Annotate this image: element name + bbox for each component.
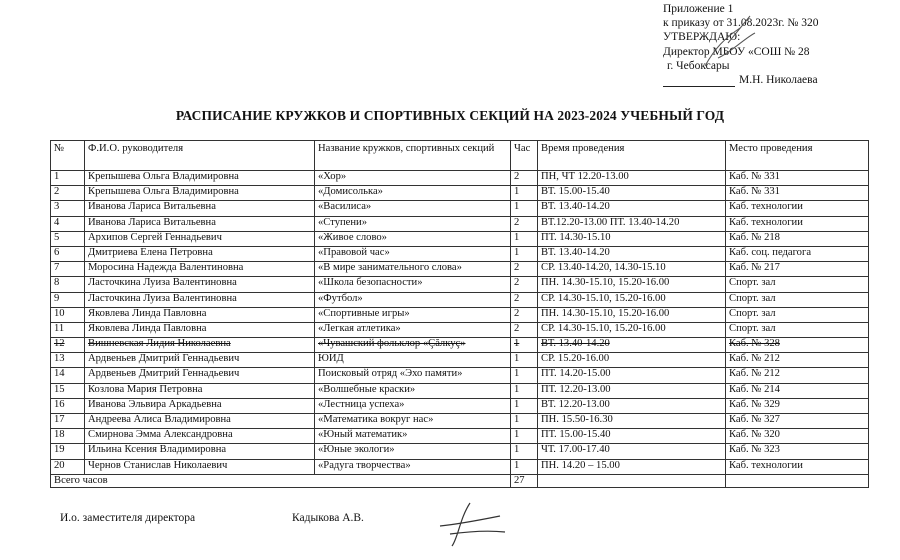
cell-num: 8 bbox=[51, 277, 85, 292]
table-header-row bbox=[51, 141, 869, 171]
cell-hours: 1 bbox=[511, 398, 538, 413]
approved-label: УТВЕРЖДАЮ: bbox=[663, 31, 741, 44]
cell-num: 9 bbox=[51, 292, 85, 307]
header-time: Время проведения bbox=[538, 141, 726, 171]
cell-num: 17 bbox=[51, 414, 85, 429]
cell-num: 1 bbox=[51, 171, 85, 186]
cell-time: ПТ. 12.20-13.00 bbox=[538, 383, 726, 398]
total-hours: 27 bbox=[511, 474, 538, 487]
cell-club: Поисковый отряд «Эхо памяти» bbox=[315, 368, 511, 383]
cell-num: 2 bbox=[51, 186, 85, 201]
table-row bbox=[51, 231, 869, 246]
empty-cell bbox=[726, 474, 869, 487]
cell-club: «Живое слово» bbox=[315, 231, 511, 246]
cell-club: «В мире занимательного слова» bbox=[315, 262, 511, 277]
cell-time: ПТ. 14.20-15.00 bbox=[538, 368, 726, 383]
cell-leader: Ильина Ксения Владимировна bbox=[85, 444, 315, 459]
cell-place: Спорт. зал bbox=[726, 307, 869, 322]
cell-num: 13 bbox=[51, 353, 85, 368]
cell-leader: Яковлева Линда Павловна bbox=[85, 307, 315, 322]
cell-num: 18 bbox=[51, 429, 85, 444]
cell-hours: 1 bbox=[511, 186, 538, 201]
cell-time: ВТ. 15.00-15.40 bbox=[538, 186, 726, 201]
cell-hours: 2 bbox=[511, 307, 538, 322]
cell-leader: Архипов Сергей Геннадьевич bbox=[85, 231, 315, 246]
cell-time: ПТ. 15.00-15.40 bbox=[538, 429, 726, 444]
cell-club: «Спортивные игры» bbox=[315, 307, 511, 322]
cell-hours: 1 bbox=[511, 414, 538, 429]
cell-time: ВТ. 13.40-14.20 bbox=[538, 246, 726, 261]
cell-leader: Крепышева Ольга Владимировна bbox=[85, 171, 315, 186]
cell-place: Каб. № 214 bbox=[726, 383, 869, 398]
cell-place: Каб. № 218 bbox=[726, 231, 869, 246]
director-title: Директор МБОУ «СОШ № 28 bbox=[663, 45, 810, 58]
cell-num: 3 bbox=[51, 201, 85, 216]
cell-leader: Дмитриева Елена Петровна bbox=[85, 246, 315, 261]
cell-club: «Хор» bbox=[315, 171, 511, 186]
schedule-table bbox=[50, 140, 869, 488]
cell-place: Каб. № 327 bbox=[726, 414, 869, 429]
cell-club: «Чувашский фольклор «Çăлкуç» bbox=[315, 338, 511, 353]
cell-hours: 2 bbox=[511, 216, 538, 231]
cell-time: ПН. 15.50-16.30 bbox=[538, 414, 726, 429]
cell-hours: 2 bbox=[511, 292, 538, 307]
cell-leader: Крепышева Ольга Владимировна bbox=[85, 186, 315, 201]
approval-block bbox=[663, 2, 893, 87]
table-row bbox=[51, 292, 869, 307]
cell-place: Каб. № 329 bbox=[726, 398, 869, 413]
cell-leader: Яковлева Линда Павловна bbox=[85, 322, 315, 337]
cell-time: ПН, ЧТ 12.20-13.00 bbox=[538, 171, 726, 186]
cell-hours: 1 bbox=[511, 338, 538, 353]
cell-hours: 1 bbox=[511, 231, 538, 246]
table-row bbox=[51, 201, 869, 216]
table-row bbox=[51, 246, 869, 261]
table-row bbox=[51, 383, 869, 398]
director-name: М.Н. Николаева bbox=[739, 74, 818, 87]
cell-hours: 1 bbox=[511, 459, 538, 474]
table-row bbox=[51, 353, 869, 368]
header-leader: Ф.И.О. руководителя bbox=[85, 141, 315, 171]
cell-leader: Моросина Надежда Валентиновна bbox=[85, 262, 315, 277]
appendix-label: Приложение 1 bbox=[663, 3, 734, 15]
cell-num: 11 bbox=[51, 322, 85, 337]
cell-leader: Андреева Алиса Владимировна bbox=[85, 414, 315, 429]
cell-leader: Козлова Мария Петровна bbox=[85, 383, 315, 398]
cell-club: «Юный математик» bbox=[315, 429, 511, 444]
cell-club: «Ступени» bbox=[315, 216, 511, 231]
cell-num: 15 bbox=[51, 383, 85, 398]
table-row bbox=[51, 262, 869, 277]
cell-time: ВТ. 12.20-13.00 bbox=[538, 398, 726, 413]
cell-time: СР. 15.20-16.00 bbox=[538, 353, 726, 368]
cell-num: 14 bbox=[51, 368, 85, 383]
cell-hours: 1 bbox=[511, 246, 538, 261]
cell-club: «Юные экологи» bbox=[315, 444, 511, 459]
cell-club: «Школа безопасности» bbox=[315, 277, 511, 292]
cell-leader: Ардвеньев Дмитрий Геннадьевич bbox=[85, 353, 315, 368]
header-hours: Час bbox=[511, 141, 538, 171]
cell-hours: 1 bbox=[511, 429, 538, 444]
table-row bbox=[51, 338, 869, 353]
table-row bbox=[51, 186, 869, 201]
page-title: РАСПИСАНИЕ КРУЖКОВ И СПОРТИВНЫХ СЕКЦИЙ НА 2023-2024 УЧЕБНЫЙ ГОД bbox=[175, 108, 725, 123]
cell-club: «Математика вокруг нас» bbox=[315, 414, 511, 429]
cell-time: ЧТ. 17.00-17.40 bbox=[538, 444, 726, 459]
cell-hours: 1 bbox=[511, 444, 538, 459]
cell-time: СР. 13.40-14.20, 14.30-15.10 bbox=[538, 262, 726, 277]
cell-leader: Чернов Станислав Николаевич bbox=[85, 459, 315, 474]
cell-leader: Ардвеньев Дмитрий Геннадьевич bbox=[85, 368, 315, 383]
cell-place: Спорт. зал bbox=[726, 322, 869, 337]
cell-leader: Ласточкина Луиза Валентиновна bbox=[85, 292, 315, 307]
cell-time: ПН. 14.30-15.10, 15.20-16.00 bbox=[538, 277, 726, 292]
cell-leader: Иванова Эльвира Аркадьевна bbox=[85, 398, 315, 413]
cell-leader: Вишневская Лидия Николаевна bbox=[85, 338, 315, 353]
cell-club: «Домисолька» bbox=[315, 186, 511, 201]
cell-club: «Футбол» bbox=[315, 292, 511, 307]
table-row bbox=[51, 277, 869, 292]
deputy-name: Кадыкова А.В. bbox=[292, 512, 364, 524]
cell-place: Каб. № 217 bbox=[726, 262, 869, 277]
cell-time: ВТ. 13.40-14.20 bbox=[538, 338, 726, 353]
cell-club: ЮИД bbox=[315, 353, 511, 368]
cell-time: СР. 14.30-15.10, 15.20-16.00 bbox=[538, 322, 726, 337]
cell-leader: Иванова Лариса Витальевна bbox=[85, 201, 315, 216]
cell-place: Каб. № 331 bbox=[726, 171, 869, 186]
cell-num: 20 bbox=[51, 459, 85, 474]
empty-cell bbox=[538, 474, 726, 487]
cell-place: Каб. технологии bbox=[726, 216, 869, 231]
table-row bbox=[51, 444, 869, 459]
table-row bbox=[51, 307, 869, 322]
cell-place: Каб. № 212 bbox=[726, 368, 869, 383]
cell-time: СР. 14.30-15.10, 15.20-16.00 bbox=[538, 292, 726, 307]
cell-num: 19 bbox=[51, 444, 85, 459]
cell-num: 5 bbox=[51, 231, 85, 246]
cell-time: ПН. 14.30-15.10, 15.20-16.00 bbox=[538, 307, 726, 322]
header-club: Название кружков, спортивных секций bbox=[315, 141, 511, 171]
cell-place: Каб. № 212 bbox=[726, 353, 869, 368]
deputy-signature-mark bbox=[430, 498, 510, 548]
cell-leader: Ласточкина Луиза Валентиновна bbox=[85, 277, 315, 292]
cell-hours: 1 bbox=[511, 383, 538, 398]
cell-club: «Легкая атлетика» bbox=[315, 322, 511, 337]
cell-time: ПН. 14.20 – 15.00 bbox=[538, 459, 726, 474]
cell-place: Каб. технологии bbox=[726, 459, 869, 474]
table-row bbox=[51, 398, 869, 413]
cell-hours: 1 bbox=[511, 368, 538, 383]
cell-place: Каб. № 331 bbox=[726, 186, 869, 201]
cell-num: 7 bbox=[51, 262, 85, 277]
cell-hours: 1 bbox=[511, 201, 538, 216]
total-row bbox=[51, 474, 869, 487]
deputy-role: И.о. заместителя директора bbox=[60, 512, 196, 524]
table-row bbox=[51, 171, 869, 186]
director-signature-row bbox=[663, 73, 893, 87]
table-row bbox=[51, 429, 869, 444]
signature-line bbox=[663, 76, 735, 87]
table-row bbox=[51, 216, 869, 231]
cell-place: Каб. № 323 bbox=[726, 444, 869, 459]
cell-num: 12 bbox=[51, 338, 85, 353]
table-row bbox=[51, 368, 869, 383]
cell-hours: 1 bbox=[511, 353, 538, 368]
total-label: Всего часов bbox=[51, 474, 511, 487]
cell-time: ВТ.12.20-13.00 ПТ. 13.40-14.20 bbox=[538, 216, 726, 231]
cell-place: Каб. № 328 bbox=[726, 338, 869, 353]
cell-place: Спорт. зал bbox=[726, 292, 869, 307]
table-row bbox=[51, 414, 869, 429]
header-place: Место проведения bbox=[726, 141, 869, 171]
cell-place: Спорт. зал bbox=[726, 277, 869, 292]
cell-time: ВТ. 13.40-14.20 bbox=[538, 201, 726, 216]
cell-num: 6 bbox=[51, 246, 85, 261]
cell-leader: Иванова Лариса Витальевна bbox=[85, 216, 315, 231]
cell-time: ПТ. 14.30-15.10 bbox=[538, 231, 726, 246]
cell-hours: 2 bbox=[511, 171, 538, 186]
cell-club: «Василиса» bbox=[315, 201, 511, 216]
cell-num: 10 bbox=[51, 307, 85, 322]
cell-club: «Волшебные краски» bbox=[315, 383, 511, 398]
cell-club: «Лестница успеха» bbox=[315, 398, 511, 413]
cell-place: Каб. № 320 bbox=[726, 429, 869, 444]
cell-num: 16 bbox=[51, 398, 85, 413]
cell-num: 4 bbox=[51, 216, 85, 231]
header-num: № bbox=[51, 141, 85, 171]
cell-hours: 2 bbox=[511, 322, 538, 337]
order-reference: к приказу от 31.08.2023г. № 320 bbox=[663, 17, 819, 30]
city-label: г. Чебоксары bbox=[667, 59, 730, 72]
cell-place: Каб. соц. педагога bbox=[726, 246, 869, 261]
cell-club: «Правовой час» bbox=[315, 246, 511, 261]
table-row bbox=[51, 322, 869, 337]
cell-hours: 2 bbox=[511, 277, 538, 292]
cell-club: «Радуга творчества» bbox=[315, 459, 511, 474]
cell-hours: 2 bbox=[511, 262, 538, 277]
cell-leader: Смирнова Эмма Александровна bbox=[85, 429, 315, 444]
cell-place: Каб. технологии bbox=[726, 201, 869, 216]
table-row bbox=[51, 459, 869, 474]
